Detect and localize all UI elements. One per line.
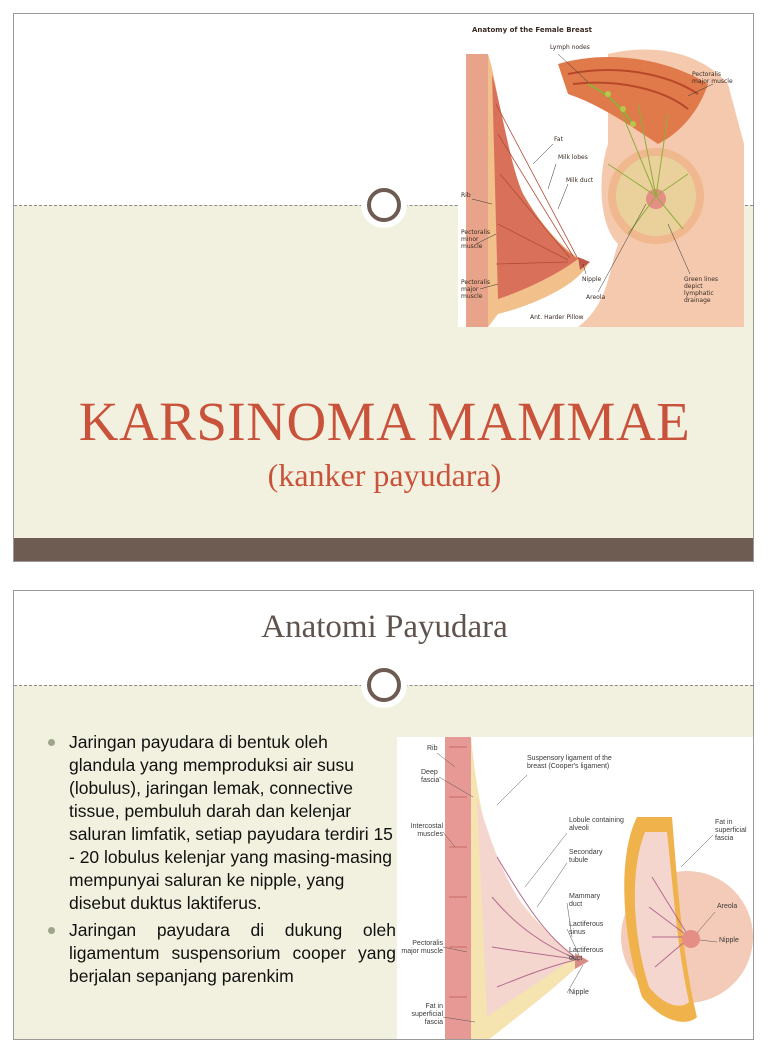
- label-secondary-tubule: Secondary tubule: [569, 849, 603, 864]
- label-rib: Rib: [461, 192, 471, 199]
- label-lactiferous-sinus: Lactiferous sinus: [569, 921, 604, 936]
- label-intercostal-muscles: Intercostal muscles: [410, 823, 443, 838]
- label-credit: Ant. Harder Pillow: [530, 314, 584, 321]
- label-fat-superficial-right: Fat in superficial fascia: [715, 819, 747, 842]
- label-pectoralis-major-left: Pectoralis major muscle: [461, 279, 491, 300]
- ring-ornament: [367, 188, 401, 222]
- label-fat-superficial-left: Fat in superficial fascia: [411, 1003, 443, 1026]
- list-item: [44, 731, 396, 915]
- label-pectoralis-major: Pectoralis major muscle: [692, 71, 733, 85]
- label-lymphatic-drainage: Green lines depict lymphatic drainage: [684, 276, 719, 304]
- label-nipple-left: Nipple: [569, 989, 589, 996]
- label-suspensory-ligament: Suspensory ligament of the breast (Cooper's ligament): [527, 755, 612, 770]
- ring-ornament: [367, 668, 401, 702]
- label-lobule: Lobule containing alveoli: [569, 817, 624, 832]
- label-milk-duct: Milk duct: [566, 177, 594, 184]
- label-rib: Rib: [427, 745, 438, 752]
- slide-heading: Anatomi Payudara: [261, 609, 508, 645]
- breast-cross-section-figure: [397, 737, 754, 1040]
- bullet-text: Jaringan payudara di bentuk oleh glandula yang memproduksi air susu (lobulus), jaringan lemak, connective tissue, pembuluh darah dan kelenjar saluran limfatik, setiap payudara terdiri 15 - 20 lobulus kelenjar yang masing-masing mempunyai saluran ke nipple, yang disebut duktus laktiferus.: [69, 732, 393, 913]
- bullet-icon: [48, 927, 55, 934]
- figure-caption: Anatomy of the Female Breast: [472, 26, 592, 34]
- page-subtitle: (kanker payudara): [267, 457, 502, 493]
- label-deep-fascia: Deep fascia: [421, 769, 440, 784]
- bullet-text: Jaringan payudara di dukung oleh ligamentum suspensorium cooper yang berjalan sepanjang parenkim: [69, 920, 396, 986]
- breast-anatomy-figure: [458, 24, 744, 327]
- page-title: KARSINOMA MAMMAE: [78, 391, 691, 452]
- label-pectoralis-minor: Pectoralis minor muscle: [461, 229, 491, 250]
- label-lymph-nodes: Lymph nodes: [550, 44, 590, 51]
- label-nipple: Nipple: [582, 276, 602, 283]
- slide-title: [13, 13, 754, 562]
- label-milk-lobes: Milk lobes: [558, 154, 588, 161]
- label-mammary-duct: Mammary duct: [569, 893, 601, 908]
- bullet-icon: [48, 739, 55, 746]
- slide-anatomy: [13, 590, 754, 1040]
- label-fat: Fat: [554, 136, 563, 143]
- list-item: [44, 919, 396, 988]
- label-nipple-right: Nipple: [719, 937, 739, 944]
- label-areola: Areola: [717, 903, 738, 910]
- bullet-list: [44, 731, 396, 992]
- label-areola: Areola: [586, 294, 606, 301]
- footer-bar: [14, 538, 753, 562]
- label-lactiferous-duct: Lactiferous duct: [569, 947, 604, 962]
- label-pectoralis-major-muscle: Pectoralis major muscle: [401, 940, 443, 955]
